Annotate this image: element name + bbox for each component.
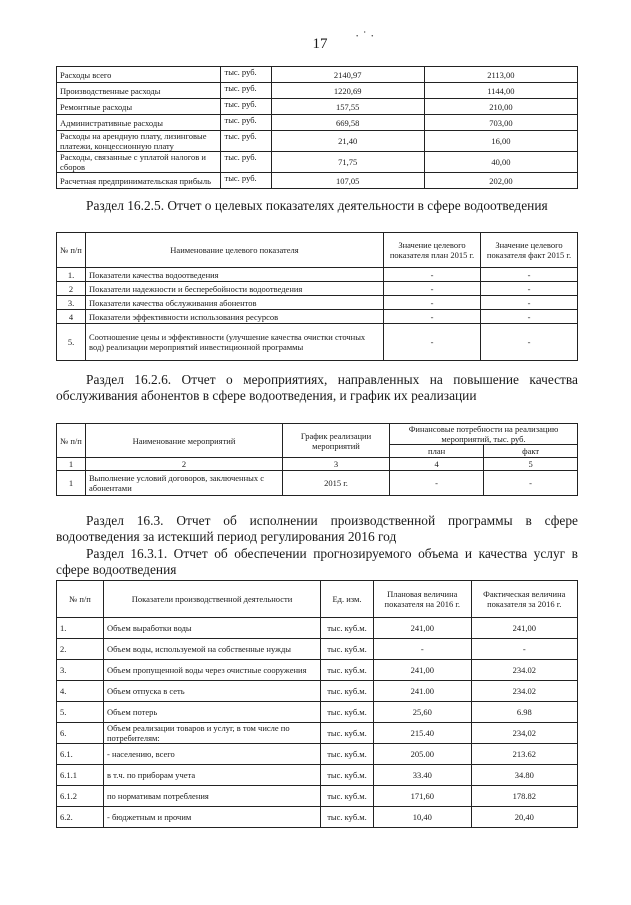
table-row: [57, 67, 578, 83]
row-unit: тыс. руб.: [221, 67, 271, 83]
header-schedule: График реализации мероприятий: [283, 424, 390, 458]
table-row: [57, 282, 578, 296]
row-num: 1.: [57, 268, 86, 282]
table-row: [57, 324, 578, 361]
row-fact: -: [481, 310, 578, 324]
section-16-3-heading: Раздел 16.3. Отчет об исполнении производственной программы в сфере водоотведения за истекший период регулирования 2016 год: [56, 513, 578, 544]
section-16-2-6-heading: Раздел 16.2.6. Отчет о мероприятиях, направленных на повышение качества обслуживания абонентов в сфере водоотведения, и график их реализации: [56, 372, 578, 403]
table-row: [57, 310, 578, 324]
header-num: № п/п: [57, 581, 104, 618]
row-fact: -: [471, 639, 577, 660]
row-name: Показатели надежности и бесперебойности водоотведения: [86, 282, 384, 296]
row-fact: 6.98: [471, 702, 577, 723]
target-indicators-table: [56, 232, 578, 361]
production-indicators-table: [56, 580, 578, 828]
row-name: - населению, всего: [104, 744, 321, 765]
row-name: Соотношение цены и эффективности (улучшение качества очистки сточных вод) реализации мероприятий инвестиционной программы: [86, 324, 384, 361]
row-unit: тыс. куб.м.: [321, 744, 374, 765]
row-value-1: 1220,69: [271, 83, 424, 99]
row-name: Показатели качества обслуживания абонентов: [86, 296, 384, 310]
row-unit: тыс. руб.: [221, 173, 271, 189]
row-num: 1.: [57, 618, 104, 639]
row-name: Объем пропущенной воды через очистные сооружения: [104, 660, 321, 681]
row-num: 6.1.1: [57, 765, 104, 786]
table-row: [57, 681, 578, 702]
row-plan: 241,00: [374, 660, 472, 681]
row-unit: тыс. куб.м.: [321, 723, 374, 744]
row-value-2: 210,00: [424, 99, 577, 115]
row-num: 6.1.2: [57, 786, 104, 807]
row-plan: 10,40: [374, 807, 472, 828]
row-fact: -: [481, 282, 578, 296]
measures-table: [56, 423, 578, 496]
row-fact: 234.02: [471, 660, 577, 681]
row-plan: 25,60: [374, 702, 472, 723]
table-row: [57, 639, 578, 660]
row-name: Выполнение условий договоров, заключенных с абонентами: [86, 471, 283, 496]
row-unit: тыс. куб.м.: [321, 681, 374, 702]
row-name: - бюджетным и прочим: [104, 807, 321, 828]
row-num: 2.: [57, 639, 104, 660]
row-plan: -: [384, 310, 481, 324]
table-row: [57, 99, 578, 115]
row-plan: 241.00: [374, 681, 472, 702]
row-unit: тыс. куб.м.: [321, 702, 374, 723]
row-fact: 178.82: [471, 786, 577, 807]
row-value-2: 16,00: [424, 131, 577, 152]
row-fact: -: [484, 471, 578, 496]
row-unit: тыс. куб.м.: [321, 786, 374, 807]
row-value-1: 21,40: [271, 131, 424, 152]
row-value-1: 107,05: [271, 173, 424, 189]
row-num: 2: [57, 282, 86, 296]
row-value-2: 1144,00: [424, 83, 577, 99]
row-name: Объем отпуска в сеть: [104, 681, 321, 702]
row-unit: тыс. куб.м.: [321, 618, 374, 639]
header-num: № п/п: [57, 233, 86, 268]
row-fact: 34.80: [471, 765, 577, 786]
row-value-2: 202,00: [424, 173, 577, 189]
header-needs: Финансовые потребности на реализацию мероприятий, тыс. руб.: [390, 424, 578, 445]
table-row: [57, 618, 578, 639]
row-unit: тыс. руб.: [221, 83, 271, 99]
row-name: Расходы на арендную плату, лизинговые платежи, концессионную плату: [57, 131, 221, 152]
table-row: [57, 296, 578, 310]
table-row: [57, 765, 578, 786]
row-num: 4: [57, 310, 86, 324]
row-name: Объем потерь: [104, 702, 321, 723]
row-unit: тыс. руб.: [221, 115, 271, 131]
col-number: 4: [390, 458, 484, 471]
row-fact: 20,40: [471, 807, 577, 828]
row-num: 6.1.: [57, 744, 104, 765]
row-num: 6.: [57, 723, 104, 744]
section-16-3-1-heading: Раздел 16.3.1. Отчет об обеспечении прогнозируемого объема и качества услуг в сфере водоотведения: [56, 546, 578, 577]
row-value-2: 40,00: [424, 152, 577, 173]
row-num: 5.: [57, 702, 104, 723]
row-plan: 33.40: [374, 765, 472, 786]
row-name: Ремонтные расходы: [57, 99, 221, 115]
row-unit: тыс. куб.м.: [321, 639, 374, 660]
table-row: [57, 723, 578, 744]
table-header-row: [57, 424, 578, 445]
row-plan: -: [384, 296, 481, 310]
header-num: № п/п: [57, 424, 86, 458]
row-plan: 205.00: [374, 744, 472, 765]
row-value-1: 669,58: [271, 115, 424, 131]
row-name: Показатели качества водоотведения: [86, 268, 384, 282]
row-plan: 241,00: [374, 618, 472, 639]
row-name: Расходы, связанные с уплатой налогов и сборов: [57, 152, 221, 173]
row-value-1: 157,55: [271, 99, 424, 115]
row-name: Производственные расходы: [57, 83, 221, 99]
row-num: 6.2.: [57, 807, 104, 828]
row-unit: тыс. руб.: [221, 99, 271, 115]
row-name: Расходы всего: [57, 67, 221, 83]
row-fact: -: [481, 268, 578, 282]
row-schedule: 2015 г.: [283, 471, 390, 496]
col-number: 3: [283, 458, 390, 471]
row-unit: тыс. куб.м.: [321, 660, 374, 681]
row-name: Показатели эффективности использования ресурсов: [86, 310, 384, 324]
row-unit: тыс. куб.м.: [321, 765, 374, 786]
header-fact: Фактическая величина показателя за 2016 г.: [471, 581, 577, 618]
row-name: Объем выработки воды: [104, 618, 321, 639]
header-fact: факт: [484, 445, 578, 458]
scan-mark: · ˈ ·: [355, 28, 375, 43]
row-plan: -: [390, 471, 484, 496]
row-fact: -: [481, 324, 578, 361]
table-row: [57, 702, 578, 723]
row-value-1: 2140,97: [271, 67, 424, 83]
header-plan: Значение целевого показателя план 2015 г.: [384, 233, 481, 268]
row-num: 5.: [57, 324, 86, 361]
table-row: [57, 131, 578, 152]
row-plan: -: [384, 268, 481, 282]
col-number: 1: [57, 458, 86, 471]
col-number: 5: [484, 458, 578, 471]
row-value-2: 703,00: [424, 115, 577, 131]
table-row: [57, 152, 578, 173]
table-row: [57, 83, 578, 99]
header-name: Наименование мероприятий: [86, 424, 283, 458]
page-number: 17: [312, 36, 328, 52]
row-fact: 234,02: [471, 723, 577, 744]
row-name: Объем воды, используемой на собственные нужды: [104, 639, 321, 660]
row-fact: 241,00: [471, 618, 577, 639]
header-plan: Плановая величина показателя на 2016 г.: [374, 581, 472, 618]
table-row: [57, 115, 578, 131]
section-16-2-5-heading: Раздел 16.2.5. Отчет о целевых показателях деятельности в сфере водоотведения: [86, 198, 548, 213]
header-name: Показатели производственной деятельности: [104, 581, 321, 618]
table-row: [57, 471, 578, 496]
header-name: Наименование целевого показателя: [86, 233, 384, 268]
row-name: по нормативам потребления: [104, 786, 321, 807]
expenses-table: [56, 66, 578, 189]
row-num: 1: [57, 471, 86, 496]
col-number: 2: [86, 458, 283, 471]
row-unit: тыс. руб.: [221, 131, 271, 152]
row-unit: тыс. руб.: [221, 152, 271, 173]
row-fact: -: [481, 296, 578, 310]
table-row: [57, 173, 578, 189]
row-plan: -: [384, 282, 481, 296]
row-value-2: 2113,00: [424, 67, 577, 83]
row-fact: 213.62: [471, 744, 577, 765]
row-plan: -: [384, 324, 481, 361]
table-header-row: [57, 233, 578, 268]
table-row: [57, 807, 578, 828]
row-plan: 171,60: [374, 786, 472, 807]
row-plan: -: [374, 639, 472, 660]
table-row: [57, 744, 578, 765]
row-num: 3.: [57, 660, 104, 681]
header-unit: Ед. изм.: [321, 581, 374, 618]
row-plan: 215.40: [374, 723, 472, 744]
row-fact: 234.02: [471, 681, 577, 702]
table-row: [57, 660, 578, 681]
row-num: 3.: [57, 296, 86, 310]
row-value-1: 71,75: [271, 152, 424, 173]
row-name: Расчетная предпринимательская прибыль: [57, 173, 221, 189]
table-row: [57, 786, 578, 807]
row-name: Объем реализации товаров и услуг, в том числе по потребителям:: [104, 723, 321, 744]
table-row: [57, 268, 578, 282]
row-name: в т.ч. по приборам учета: [104, 765, 321, 786]
header-plan: план: [390, 445, 484, 458]
row-unit: тыс. куб.м.: [321, 807, 374, 828]
row-num: 4.: [57, 681, 104, 702]
header-fact: Значение целевого показателя факт 2015 г.: [481, 233, 578, 268]
table-header-row: [57, 581, 578, 618]
row-name: Административные расходы: [57, 115, 221, 131]
column-number-row: [57, 458, 578, 471]
